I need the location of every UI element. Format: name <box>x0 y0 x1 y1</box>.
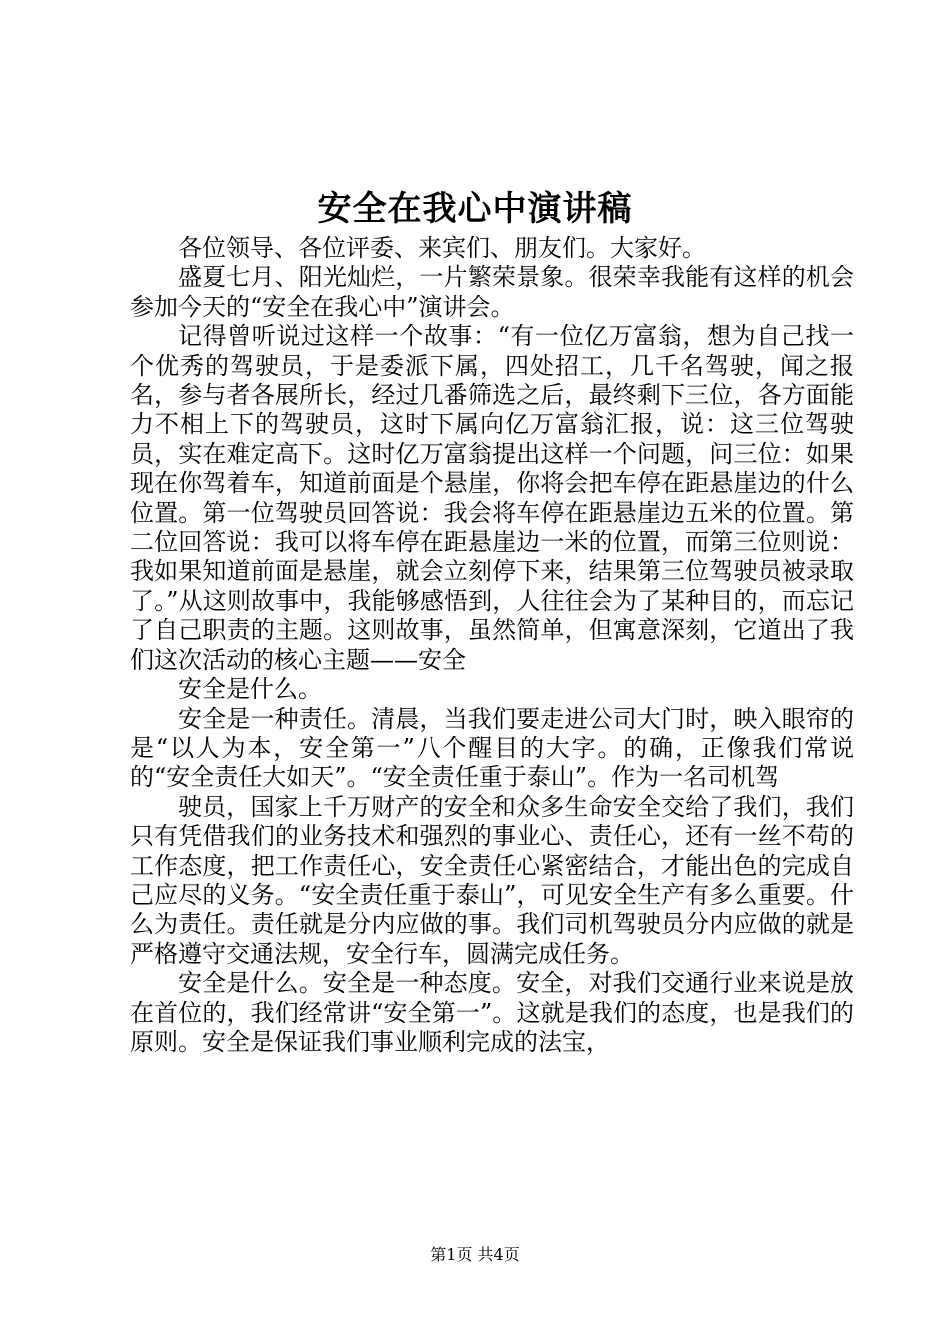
paragraph-question: 安全是什么。 <box>178 675 322 704</box>
paragraph-attitude: 安全是什么。安全是一种态度。安全，对我们交通行业来说是放在首位的，我们经常讲“安全第一”。这就是我们的态度，也是我们的原则。安全是保证我们事业顺利完成的法宝， <box>130 969 854 1056</box>
paragraph-driver-duty: 驶员，国家上千万财产的安全和众多生命安全交给了我们，我们只有凭借我们的业务技术和强烈的事业心、责任心，还有一丝不苟的工作态度，把工作责任心，安全责任心紧密结合，才能出色的完成自己应尽的义务。“安全责任重于泰山”，可见安全生产有多么重要。什么为责任。责任就是分内应做的事。我们司机驾驶员分内应做的就是严格遵守交通法规，安全行车，圆满完成任务。 <box>130 792 854 968</box>
paragraph-responsibility: 安全是一种责任。清晨，当我们要走进公司大门时，映入眼帘的是“以人为本，安全第一”八个醒目的大字。的确，正像我们常说的“安全责任大如天”。“安全责任重于泰山”。作为一名司机驾 <box>130 704 854 792</box>
document-title: 安全在我心中演讲稿 <box>317 189 633 229</box>
document-body <box>130 234 854 1057</box>
page-footer: 第1页 共4页 <box>430 1245 520 1264</box>
paragraph-story: 记得曾听说过这样一个故事：“有一位亿万富翁，想为自己找一个优秀的驾驶员，于是委派下属，四处招工，几千名驾驶，闻之报名，参与者各展所长，经过几番筛选之后，最终剩下三位，各方面能力不相上下的驾驶员，这时下属向亿万富翁汇报，说：这三位驾驶员，实在难定高下。这时亿万富翁提出这样一个问题，问三位：如果现在你驾着车，知道前面是个悬崖，你将会把车停在距悬崖边的什么位置。第一位驾驶员回答说：我会将车停在距悬崖边五米的位置。第二位回答说：我可以将车停在距悬崖边一米的位置，而第三位则说：我如果知道前面是悬崖，就会立刻停下来，结果第三位驾驶员被录取了。”从这则故事中，我能够感悟到，人往往会为了某种目的，而忘记了自己职责的主题。这则故事，虽然简单，但寓意深刻，它道出了我们这次活动的核心主题——安全 <box>130 322 854 674</box>
paragraph-opening: 盛夏七月、阳光灿烂，一片繁荣景象。很荣幸我能有这样的机会参加今天的“安全在我心中”演讲会。 <box>130 263 854 321</box>
paragraph-greeting: 各位领导、各位评委、来宾们、朋友们。大家好。 <box>178 234 706 262</box>
